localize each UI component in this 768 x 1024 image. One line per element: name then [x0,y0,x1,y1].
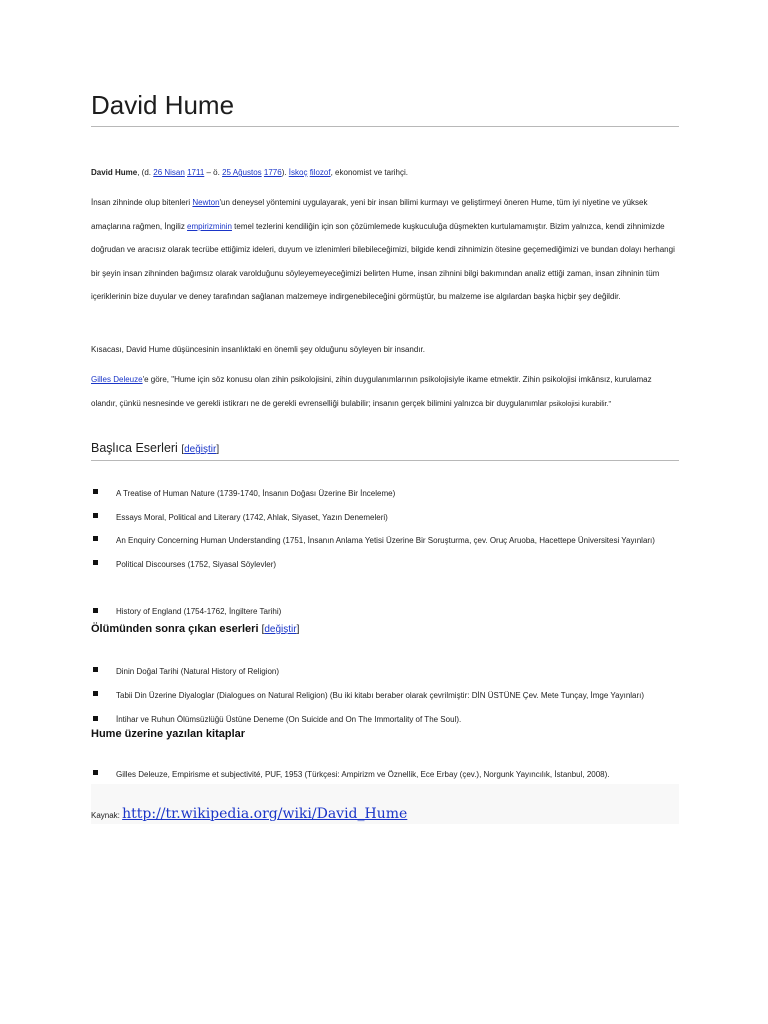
posthumous-works-list-last [91,712,679,728]
list-item: A Treatise of Human Nature (1739-1740, İnsanın Doğası Üzerine Bir İnceleme) [91,482,679,506]
link-gilles-deleuze[interactable]: Gilles Deleuze [91,375,143,384]
list-item: Gilles Deleuze, Empirisme et subjectivité, PUF, 1953 (Türkçesi: Ampirizm ve Öznellik, Ece Erbay (çev.), Norgunk Yayıncılık, İstanbul, 2008). [91,763,679,787]
main-works-list [91,482,679,576]
paragraph-summary: Kısacası, David Hume düşüncesinin insanlıktaki en önemli şey olduğunu söyleyen bir insandır. [91,345,425,354]
list-item: History of England (1754-1762, İngiltere Tarihi) [91,604,679,620]
bullet-icon [93,560,98,565]
list-item: Political Discourses (1752, Siyasal Söylevler) [91,553,679,577]
link-empiricism[interactable]: empirizminin [187,221,232,231]
page-title: David Hume [91,90,679,127]
paragraph-deleuze: Gilles Deleuze'e göre, "Hume için söz konusu olan zihin psikolojisini, zihin duygulanımlarının psikolojisiyle ikame etmektir. Zihin psikolojisi imkânsız, kurulamaz olandır, çünkü nesnesinde ve gerekli istikrarı ne de gerekli evrenselliği bulabilir; insanın gerçek bilimini yalnızca bir duygulanımlar psikolojisi kurabilir." [91,375,652,408]
list-item: Tabii Din Üzerine Diyaloglar (Dialogues on Natural Religion) (Bu iki kitabı beraber olarak çevrilmiştir: DİN ÜSTÜNE Çev. Mete Tunçay, İmge Yayınları) [91,684,679,708]
subject-name: David Hume [91,168,138,177]
bullet-icon [93,536,98,541]
posthumous-works-list [91,660,679,707]
paragraph-philosophy: İnsan zihninde olup bitenleri Newton'un deneysel yöntemini uygulayarak, yeni bir insan bilimi kurmayı ve geliştirmeyi öneren Hume, tüm iyi niyetine ve yüksek amaçlarına rağmen, İngiliz empirizminin temel tezlerini kendiliğin için son çözümlemede kuşkuculuğa düşmekten kurtulamamıştır. Bizim yalnızca, kendi zihnimizde doğrudan ve aracısız olarak tecrübe ettiğimiz ideleri, duyum ve izlenimleri bilebileceğimizi, bilgide kendi zihnimizin ötesine geçemediğimizi ve bundan dolayı herhangi bir şeyin insan zihninden bağımsız olarak varolduğunu söyleyemeyeceğimizi belirten Hume, insan zihnini bilgi bakımından analiz ettiği zaman, insan zihninin tüm içeriklerinin bize duyular ve deney tarafından sağlanan malzemeye indirgenebileceğini görmüştür, bu malzeme ise algılardan başka hiçbir şey değildir. [91,198,675,301]
edit-link-posthumous[interactable]: değiştir [264,624,297,635]
link-profession[interactable]: filozof [309,168,331,177]
bullet-icon [93,513,98,518]
section-heading-books-on-hume: Hume üzerine yazılan kitaplar [91,728,246,740]
bullet-icon [93,667,98,672]
bullet-icon [93,489,98,494]
list-item: An Enquiry Concerning Human Understanding (1751, İnsanın Anlama Yetisi Üzerine Bir Soruşturma, çev. Oruç Aruoba, Hacettepe Üniversitesi Yayınları) [91,529,679,553]
books-on-hume-list [91,763,679,787]
main-works-list-last [91,604,679,620]
link-newton[interactable]: Newton [192,198,220,207]
link-death-year[interactable]: 1776 [263,168,282,177]
link-birth-year[interactable]: 1711 [187,168,205,177]
section-heading-main-works: Başlıca Eserleri [değiştir] [91,440,679,461]
bullet-icon [93,691,98,696]
list-item: Essays Moral, Political and Literary (1742, Ahlak, Siyaset, Yazın Denemeleri) [91,506,679,530]
bullet-icon [93,608,98,613]
list-item: Dinin Doğal Tarihi (Natural History of Religion) [91,660,679,684]
bullet-icon [93,716,98,721]
source-link[interactable]: http://tr.wikipedia.org/wiki/David_Hume [122,806,408,822]
intro-paragraph: David Hume, (d. 26 Nisan 1711 – ö. 25 Ağustos 1776). İskoç filozof, ekonomist ve tarihçi. [91,168,408,177]
section-heading-posthumous: Ölümünden sonra çıkan eserleri [değiştir] [91,623,300,635]
source-label: Kaynak: [91,811,123,820]
link-birth-day[interactable]: 26 Nisan [153,168,185,177]
edit-link-main-works[interactable]: değiştir [184,444,217,455]
bullet-icon [93,770,98,775]
link-death-day[interactable]: 25 Ağustos [222,168,262,177]
list-item: İntihar ve Ruhun Ölümsüzlüğü Üstüne Deneme (On Suicide and On The Immortality of The Soul). [91,712,679,728]
source-line [91,806,407,822]
link-nationality[interactable]: İskoç [288,168,308,177]
